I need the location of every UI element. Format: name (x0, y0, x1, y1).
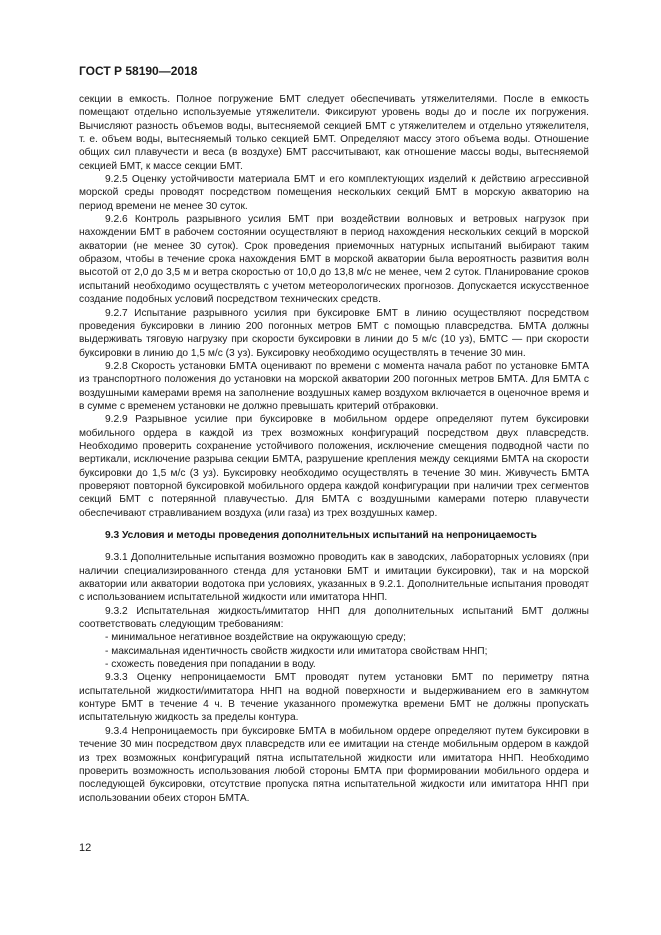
paragraph-9-2-9: 9.2.9 Разрывное усилие при буксировке в мобильном ордере определяют путем буксировки мобильного ордера в каждой из трех возможных конфигураций посредством двух плавсредств. Необходимо проверить сохранение устойчивого положения, исключение смещения подводной части по вертикали, исключение разрыва секции БМТА, разрушение крепления между секциями БМТА на скорости буксировки до 1,5 м/с (3 уз). Буксировку необходимо осуществлять в течение 30 мин. Живучесть БМТА проверяют повторной буксировкой мобильного ордера каждой конфигурации при наличии трех сегментов секций БМТ с потерянной плавучестью. Для БМТА с воздушными камерами потерю плавучести обеспечивают стравливанием воздуха (или газа) из трех воздушных камер. (79, 414, 589, 519)
list-item: - максимальная идентичность свойств жидкости или имитатора свойствам ННП; (105, 645, 488, 657)
paragraph-9-2-8: 9.2.8 Скорость установки БМТА оценивают по времени с момента начала работ по установке БМТА из транспортного положения до установки на морской акватории 200 погонных метров БМТА. Для БМТА с воздушными камерами время на заполнение воздушных камер воздухом включается в оценочное время и в сумме с временем установки не должно превышать критерий отбраковки. (79, 360, 589, 412)
list-item: - минимальное негативное воздействие на окружающую среду; (105, 632, 406, 644)
section-heading-9-3: 9.3 Условия и методы проведения дополнительных испытаний на непроницаемость (105, 530, 537, 541)
paragraph-9-3-1: 9.3.1 Дополнительные испытания возможно проводить как в заводских, лабораторных условиях (при наличии специализированного стенда для установки БМТ и имитации буксировки), так и на морской акватории или акватории водотока при условиях, указанных в 9.2.1. Дополнительные испытания проводят с использованием испытательной жидкости или имитатора ННП. (79, 552, 589, 604)
paragraph-9-3-3: 9.3.3 Оценку непроницаемости БМТ проводят путем установки БМТ по периметру пятна испытательной жидкости/имитатора ННП на водной поверхности и выдерживанием его в замкнутом контуре БМТ в течение 4 ч. В течение указанного промежутка времени БМТ не должны пропускать испытательную жидкость за пределы контура. (79, 672, 589, 724)
document-header: ГОСТ Р 58190—2018 (79, 64, 198, 78)
page-number: 12 (79, 842, 92, 854)
list-item: - схожесть поведения при попадании в воду. (105, 659, 316, 671)
paragraph-9-2-7: 9.2.7 Испытание разрывного усилия при буксировке БМТ в линию осуществляют посредством проведения буксировки в линию 200 погонных метров БМТ с помощью плавсредства. БМТА должны выдерживать тяговую нагрузку при скорости буксировки в линии до 5 м/с (10 уз), БМТС — при скорости буксировки в линию до 1,5 м/с (3 уз). Буксировку необходимо осуществлять в течение 30 мин. (79, 307, 589, 359)
paragraph-9-3-2: 9.3.2 Испытательная жидкость/имитатор ННП для дополнительных испытаний БМТ должны соответствовать следующим требованиям: (79, 605, 589, 631)
document-body (79, 93, 589, 805)
paragraph-9-3-4: 9.3.4 Непроницаемость при буксировке БМТА в мобильном ордере определяют путем буксировки в течение 30 мин посредством двух плавсредств или ее имитации на стенде мобильным ордером в каждой из трех возможных конфигураций пятна испытательной жидкости или имитатора ННП. Необходимо проверить возможность использования любой стороны БМТА при формировании мобильного ордера и последующей буксировки, отсутствие пропуска пятна испытательной жидкости или имитатора ННП при использовании обеих сторон БМТА. (79, 725, 589, 804)
paragraph-continuation: секции в емкость. Полное погружение БМТ следует обеспечивать утяжелителями. После в емкость помещают отдельно используемые утяжелители. Фиксируют уровень воды до и после их погружения. Вычисляют разность объемов воды, вытесняемой секцией БМТ с утяжелителем и отдельно утяжелителя, т. е. объем воды, вытесняемый только секцией БМТ. Определяют массу этого объема воды. Отношение общих сил плавучести и веса (в воздухе) БМТ рассчитывают, как отношение массы воды, вытесняемой секцией БМТ, к массе секции БМТ. (79, 94, 589, 172)
paragraph-9-2-5: 9.2.5 Оценку устойчивости материала БМТ и его комплектующих изделий к действию агрессивной морской среды проводят посредством помещения нескольких секций БМТ в морскую акваторию на период времени не менее 30 суток. (79, 174, 589, 212)
paragraph-9-2-6: 9.2.6 Контроль разрывного усилия БМТ при воздействии волновых и ветровых нагрузок при нахождении БМТ в рабочем состоянии осуществляют в период нахождения нескольких секций в морской акватории (не менее 30 суток). Срок проведения приемочных натурных испытаний выбирают таким образом, чтобы в течение срока нахождения БМТ в морской акватории была вероятность развития волн высотой от 2,0 до 3,5 м и ветра скоростью от 10,0 до 13,8 м/с не менее, чем 2 суток. Планирование сроков испытаний необходимо осуществлять с учетом метеорологических прогнозов. Допускается искусственное создание подобных условий посредством технических средств. (79, 214, 589, 306)
